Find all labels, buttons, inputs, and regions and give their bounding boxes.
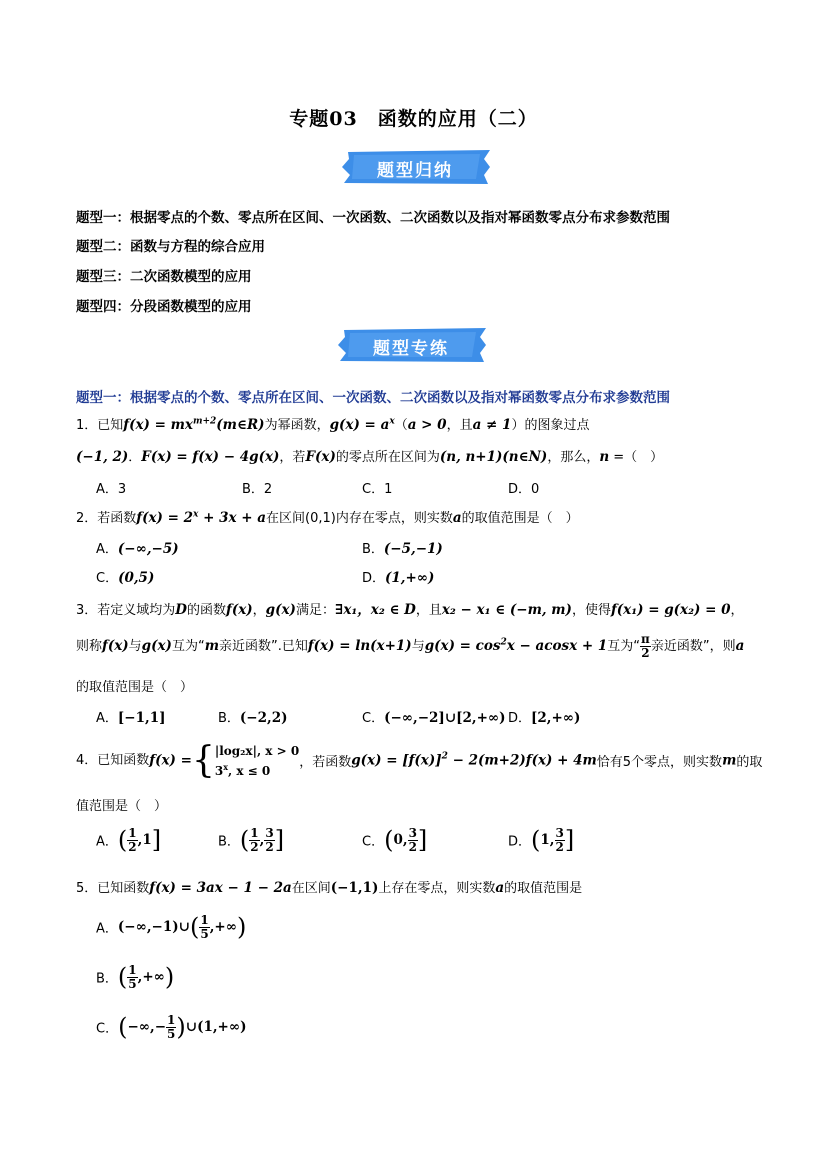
option-frac (199, 914, 209, 941)
frac-num: 1 (200, 912, 209, 927)
q1-text: ． (128, 450, 142, 465)
q3-text: 亲近函数”.已知 (218, 639, 308, 654)
q3-text: ， (252, 603, 266, 618)
q4-option-b[interactable] (218, 826, 284, 854)
option-paren: ) (176, 1013, 186, 1041)
q3-text: 与 (128, 639, 142, 654)
q1-text: （ (394, 418, 408, 433)
q1-line1 (76, 414, 589, 433)
option-comma: , (549, 832, 555, 848)
option-label: A． (96, 542, 118, 557)
option-label: A． (96, 711, 118, 726)
frac-num: 3 (408, 825, 417, 840)
option-label: A． (96, 921, 118, 937)
option-paren: ( (239, 826, 250, 854)
frac-den: 2 (555, 839, 564, 854)
q4-case2-rest: , x ≤ 0 (227, 763, 271, 778)
q4-line2: 值范围是（ ） (76, 799, 168, 814)
option-paren: ( (117, 826, 128, 854)
q3-math-fx: f(x) (226, 602, 253, 618)
q4-cases (215, 743, 299, 779)
option-value: 1 (142, 832, 152, 848)
q1-math-exp: x (389, 416, 395, 427)
option-label: B． (362, 542, 384, 557)
q3-math-a: a (735, 638, 745, 654)
q1-math-exp: m+2 (192, 416, 217, 427)
q3-text: 与 (411, 639, 425, 654)
option-paren: ) (236, 913, 247, 941)
q1-math-gx: g(x) = a (329, 417, 390, 433)
option-label: C． (96, 571, 119, 586)
q3-math-diff: x₂ − x₁ ∈ (−m, m) (441, 602, 572, 618)
q4-option-a[interactable] (96, 826, 161, 854)
option-comma: , (402, 832, 408, 848)
q3-text: 则称 (76, 639, 103, 654)
option-value: (1,+∞) (385, 570, 435, 586)
option-frac (555, 827, 565, 854)
q2-option-b[interactable] (362, 538, 443, 557)
option-frac (264, 827, 274, 854)
q5-option-b[interactable] (96, 963, 174, 991)
q3-text: 互为“ (171, 639, 205, 654)
q4-math-gx: g(x) = [f(x)] (351, 752, 442, 769)
q5-math-a: a (495, 880, 505, 896)
option-label: B． (218, 834, 240, 850)
option-label: D． (362, 571, 386, 586)
q1-math-Fx: F(x) = f(x) − 4g(x) (141, 449, 280, 465)
q2-math-exp: x (193, 509, 199, 520)
option-label: C． (96, 1021, 119, 1037)
q1-text: ，且 (446, 418, 473, 433)
option-paren: ] (564, 826, 575, 854)
q1-math-point: (−1, 2) (76, 449, 129, 465)
option-paren: ) (164, 963, 175, 991)
q5-text: 上存在零点，则实数 (378, 881, 496, 896)
frac-num: 1 (250, 825, 259, 840)
q3-text: 的函数 (187, 603, 227, 618)
option-value: (−∞,−1)∪ (117, 919, 190, 935)
q4-math-exp: 2 (441, 751, 448, 762)
option-frac (127, 827, 137, 854)
option-value: (0,5) (118, 570, 155, 586)
option-value: (−∞,−5) (117, 541, 179, 557)
q5-text: 的取值范围是 (504, 881, 583, 896)
q1-math-fx: f(x) = mx (123, 417, 193, 433)
q3-line2 (76, 633, 744, 660)
q1-math: a > 0 (407, 417, 447, 433)
q3-line1 (76, 598, 744, 618)
option-value: (−∞,−2]∪[2,+∞) (384, 710, 506, 726)
q1-option-c[interactable]: C．1 (362, 482, 393, 497)
q3-text: 亲近函数”，则 (650, 639, 736, 654)
q3-text: 满足： (295, 603, 335, 618)
q1-text: 1．已知 (76, 418, 124, 433)
frac-den: 2 (408, 839, 417, 854)
option-label: B． (218, 711, 240, 726)
q2-line1 (76, 507, 579, 526)
q3-math-ln: f(x) = ln(x+1) (307, 638, 412, 654)
q4-text: 4．已知函数 (76, 753, 150, 768)
q2-math-a: a (452, 510, 462, 526)
q3-text: ， (730, 603, 744, 618)
frac-den: 5 (167, 1026, 176, 1041)
q4-text: 的取 (736, 755, 763, 770)
q2-text: 2．若函数 (76, 511, 137, 526)
q5-math-interval: (−1,1) (330, 880, 379, 896)
frac-den: 2 (265, 839, 274, 854)
frac-num: π (641, 632, 650, 646)
q4-math-fx: f(x) = (149, 752, 192, 769)
option-frac (249, 827, 259, 854)
q5-math-fx: f(x) = 3ax − 1 − 2a (149, 880, 292, 896)
q3-math-zero: f(x₁) = g(x₂) = 0 (610, 602, 731, 618)
banner-practice (336, 327, 486, 363)
frac-num: 3 (555, 825, 564, 840)
q3-option-a[interactable] (96, 707, 165, 726)
option-paren: ( (117, 963, 128, 991)
frac-num: 1 (128, 962, 137, 977)
q1-math-interval: (n, n+1)(n∈N) (439, 449, 548, 465)
q2-math-fx: f(x) = 2 (136, 510, 194, 526)
q3-math-fx: f(x) (102, 638, 129, 654)
q4-brace: { (191, 740, 215, 781)
q3-text: 3．若定义域均为 (76, 603, 176, 618)
option-frac (408, 827, 418, 854)
frac-den: 2 (128, 839, 137, 854)
q2-text: 的取值范围是（ ） (461, 511, 579, 526)
q3-math-exp: 2 (500, 637, 507, 648)
q3-math-m: m (204, 638, 219, 654)
banner-practice-label: 题型专练 (373, 339, 449, 359)
option-value: [−1,1] (117, 710, 166, 726)
option-comma: , (259, 832, 265, 848)
banner-summary (340, 149, 490, 185)
option-value: 1 (540, 832, 550, 848)
option-paren: ] (274, 826, 285, 854)
q1-text: ，若 (279, 450, 306, 465)
option-label: C． (362, 711, 385, 726)
q3-math-cos: g(x) = cos (424, 638, 501, 654)
option-value: −∞,− (127, 1019, 167, 1035)
frac-num: 3 (265, 825, 274, 840)
q3-math-exists: ∃x₁，x₂ ∈ D (334, 602, 416, 618)
q3-text: ，使得 (571, 603, 611, 618)
q1-text: 的零点所在区间为 (335, 450, 440, 465)
frac-num: 1 (167, 1012, 176, 1027)
option-frac (127, 964, 137, 991)
q2-option-a[interactable] (96, 538, 179, 557)
q3-option-b[interactable] (218, 707, 288, 726)
q4-line1 (76, 740, 762, 781)
q2-option-c[interactable] (96, 567, 154, 586)
q3-math-gx: g(x) (265, 602, 296, 618)
q1-math: n (599, 449, 610, 465)
q4-option-d[interactable] (508, 826, 574, 854)
q1-option-b[interactable]: B．2 (242, 482, 273, 497)
frac-den: 2 (641, 646, 650, 660)
q3-option-d[interactable] (508, 707, 580, 726)
q2-math-rest: + 3x + a (198, 510, 267, 526)
q5-text: 5．已知函数 (76, 881, 150, 896)
q1-option-d[interactable]: D．0 (508, 482, 540, 497)
option-frac (166, 1014, 176, 1041)
page-title: 专题03 函数的应用（二） (289, 108, 538, 130)
type-1: 题型一：根据零点的个数、零点所在区间、一次函数、二次函数以及指对幂函数零点分布求参数范围 (76, 210, 670, 226)
option-paren: ( (384, 826, 394, 854)
option-paren: ( (118, 1013, 128, 1041)
q4-case2-exp: x (223, 761, 228, 772)
q1-text: ）的图象过点 (511, 418, 590, 433)
option-paren: ( (189, 913, 200, 941)
option-comma: , (137, 832, 143, 848)
q2-option-d[interactable] (362, 567, 434, 586)
option-paren: ] (417, 826, 428, 854)
frac-den: 5 (128, 976, 137, 991)
q5-text: 在区间 (291, 881, 331, 896)
frac-den: 2 (250, 839, 259, 854)
frac-num: 1 (128, 825, 137, 840)
q4-math-gx-rest: − 2(m+2)f(x) + 4m (447, 752, 597, 769)
option-label: A． (96, 834, 118, 850)
q5-line1 (76, 877, 582, 896)
option-value: ,+∞ (137, 969, 165, 985)
q3-math-cos-rest: x − acosx + 1 (506, 638, 608, 654)
q3-math-gx: g(x) (141, 638, 172, 654)
option-label: D． (508, 834, 532, 850)
section-heading: 题型一：根据零点的个数、零点所在区间、一次函数、二次函数以及指对幂函数零点分布求参数范围 (76, 390, 670, 406)
q5-option-c[interactable] (96, 1013, 247, 1041)
q3-option-c[interactable] (362, 707, 506, 726)
q3-text: 互为“ (607, 639, 641, 654)
q1-option-a[interactable]: A．3 (96, 482, 127, 497)
option-value: (−5,−1) (383, 541, 443, 557)
q4-text: ，若函数 (299, 755, 352, 770)
option-value: 0 (393, 832, 403, 848)
option-paren: ] (151, 826, 162, 854)
q4-option-c[interactable] (362, 826, 427, 854)
q4-case-2 (215, 759, 299, 779)
option-value: [2,+∞) (531, 710, 581, 726)
q5-option-a[interactable] (96, 913, 246, 941)
q1-math: F(x) (305, 449, 336, 465)
q4-math-m: m (722, 752, 737, 769)
type-4: 题型四：分段函数模型的应用 (76, 299, 252, 315)
option-label: B． (96, 971, 118, 987)
q1-math: a ≠ 1 (472, 417, 512, 433)
type-3: 题型三：二次函数模型的应用 (76, 269, 252, 285)
option-value: ∪(1,+∞) (185, 1019, 247, 1035)
q1-line2 (76, 446, 663, 465)
q1-text: =（ ） (609, 450, 664, 465)
q3-math-D: D (175, 602, 187, 618)
q3-line3: 的取值范围是（ ） (76, 680, 194, 695)
option-paren: ( (531, 826, 541, 854)
option-value: ,+∞ (209, 919, 237, 935)
q1-math-domain: (m∈R) (216, 417, 265, 433)
frac-den: 5 (200, 926, 209, 941)
banner-summary-label: 题型归纳 (377, 161, 453, 181)
option-label: D． (508, 711, 532, 726)
q2-text: 在区间(0,1)内存在零点，则实数 (266, 511, 453, 526)
q3-text: ，且 (415, 603, 442, 618)
option-value: (−2,2) (239, 710, 288, 726)
q4-text: 恰有5个零点，则实数 (596, 755, 723, 770)
q1-text: 为幂函数， (264, 418, 330, 433)
q1-text: ，那么， (547, 450, 600, 465)
q4-case-1: |log₂x|, x > 0 (214, 743, 300, 758)
q3-math-pi-over-2 (640, 633, 651, 660)
q4-case2-base: 3 (214, 763, 224, 778)
option-label: C． (362, 834, 385, 850)
type-2: 题型二：函数与方程的综合应用 (76, 239, 265, 255)
